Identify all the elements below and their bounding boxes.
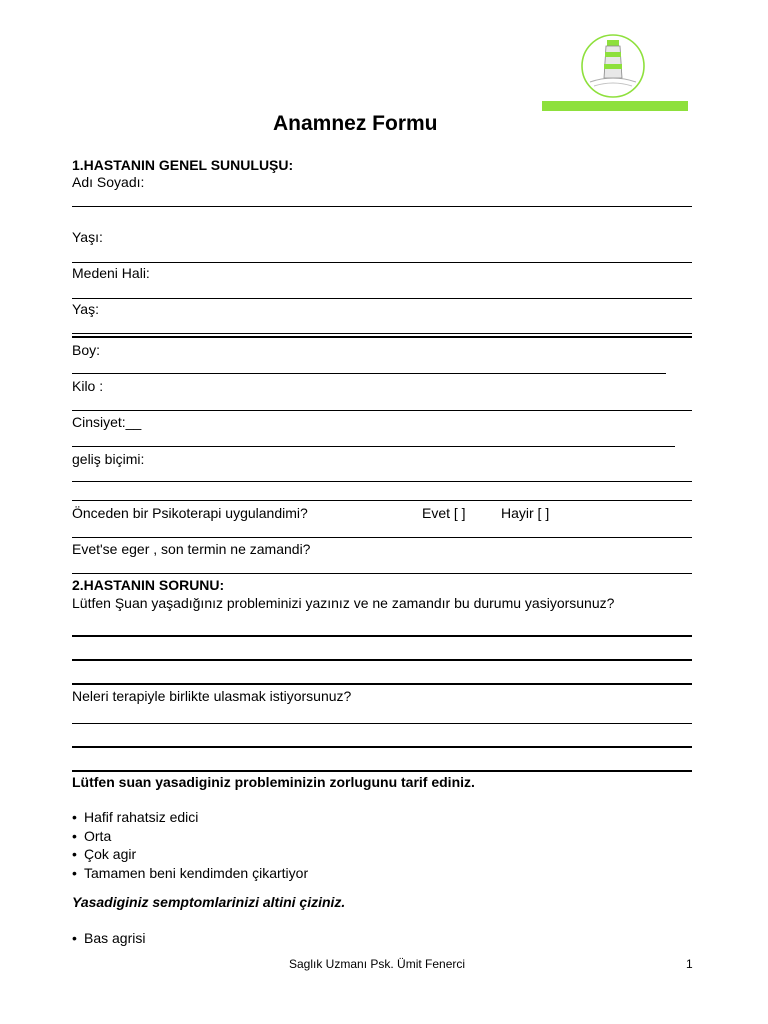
page-title: Anamnez Formu <box>273 112 438 135</box>
goals-question: Neleri terapiyle birlikte ulasmak istiyorsunuz? <box>72 688 352 704</box>
yes-checkbox[interactable]: Evet [ ] <box>422 505 466 521</box>
problem-line-2[interactable] <box>72 659 692 661</box>
severity-prompt: Lütfen suan yasadiginiz probleminizin zorlugunu tarif ediniz. <box>72 774 475 790</box>
field-line-age2[interactable] <box>72 333 692 334</box>
field-line-age[interactable] <box>72 262 692 263</box>
section2-heading: 2.HASTANIN SORUNU: <box>72 577 225 593</box>
severity-option[interactable]: • Hafif rahatsiz edici <box>72 808 308 827</box>
logo <box>542 30 688 112</box>
field-line-gender[interactable] <box>72 446 675 447</box>
severity-options <box>72 808 308 882</box>
field-label-name: Adı Soyadı: <box>72 174 145 190</box>
problem-line-1[interactable] <box>72 635 692 637</box>
field-label-referral: geliş biçimi: <box>72 451 145 467</box>
severity-option[interactable]: • Çok agir <box>72 845 308 864</box>
field-label-age2: Yaş: <box>72 301 99 317</box>
footer-text: Saglık Uzmanı Psk. Ümit Fenerci <box>289 957 466 971</box>
field-line-referral-1[interactable] <box>72 481 692 482</box>
field-label-weight: Kilo : <box>72 378 104 394</box>
followup-question: Evet'se eger , son termin ne zamandi? <box>72 541 311 557</box>
field-label-height: Boy: <box>72 342 101 358</box>
field-label-marital: Medeni Hali: <box>72 265 150 281</box>
problem-line-3[interactable] <box>72 683 692 685</box>
symptom-list <box>72 929 145 948</box>
field-line-height[interactable] <box>72 373 666 374</box>
no-checkbox[interactable]: Hayir [ ] <box>501 505 550 521</box>
field-label-gender: Cinsiyet:__ <box>72 414 142 430</box>
goals-line-3[interactable] <box>72 770 692 772</box>
severity-option[interactable]: • Orta <box>72 827 308 846</box>
divider <box>72 336 692 338</box>
section1-heading: 1.HASTANIN GENEL SUNULUŞU: <box>72 157 294 173</box>
goals-line-1[interactable] <box>72 723 692 724</box>
lighthouse-logo-icon <box>542 30 688 112</box>
psychotherapy-line[interactable] <box>72 537 692 538</box>
field-line-name[interactable] <box>72 206 692 207</box>
field-line-marital[interactable] <box>72 298 692 299</box>
followup-line[interactable] <box>72 573 692 574</box>
psychotherapy-question: Önceden bir Psikoterapi uygulandimi? <box>72 505 308 521</box>
symptom-prompt: Yasadiginiz semptomlarinizi altini çiziniz. <box>72 894 346 910</box>
problem-question: Lütfen Şuan yaşadığınız probleminizi yazınız ve ne zamandır bu durumu yasiyorsunuz? <box>72 595 615 611</box>
field-line-weight[interactable] <box>72 410 692 411</box>
field-line-referral-2[interactable] <box>72 500 692 501</box>
page-number: 1 <box>686 957 693 971</box>
severity-option[interactable]: • Tamamen beni kendimden çikartiyor <box>72 864 308 883</box>
symptom-item[interactable]: • Bas agrisi <box>72 929 145 948</box>
goals-line-2[interactable] <box>72 746 692 748</box>
field-label-age: Yaşı: <box>72 229 103 245</box>
